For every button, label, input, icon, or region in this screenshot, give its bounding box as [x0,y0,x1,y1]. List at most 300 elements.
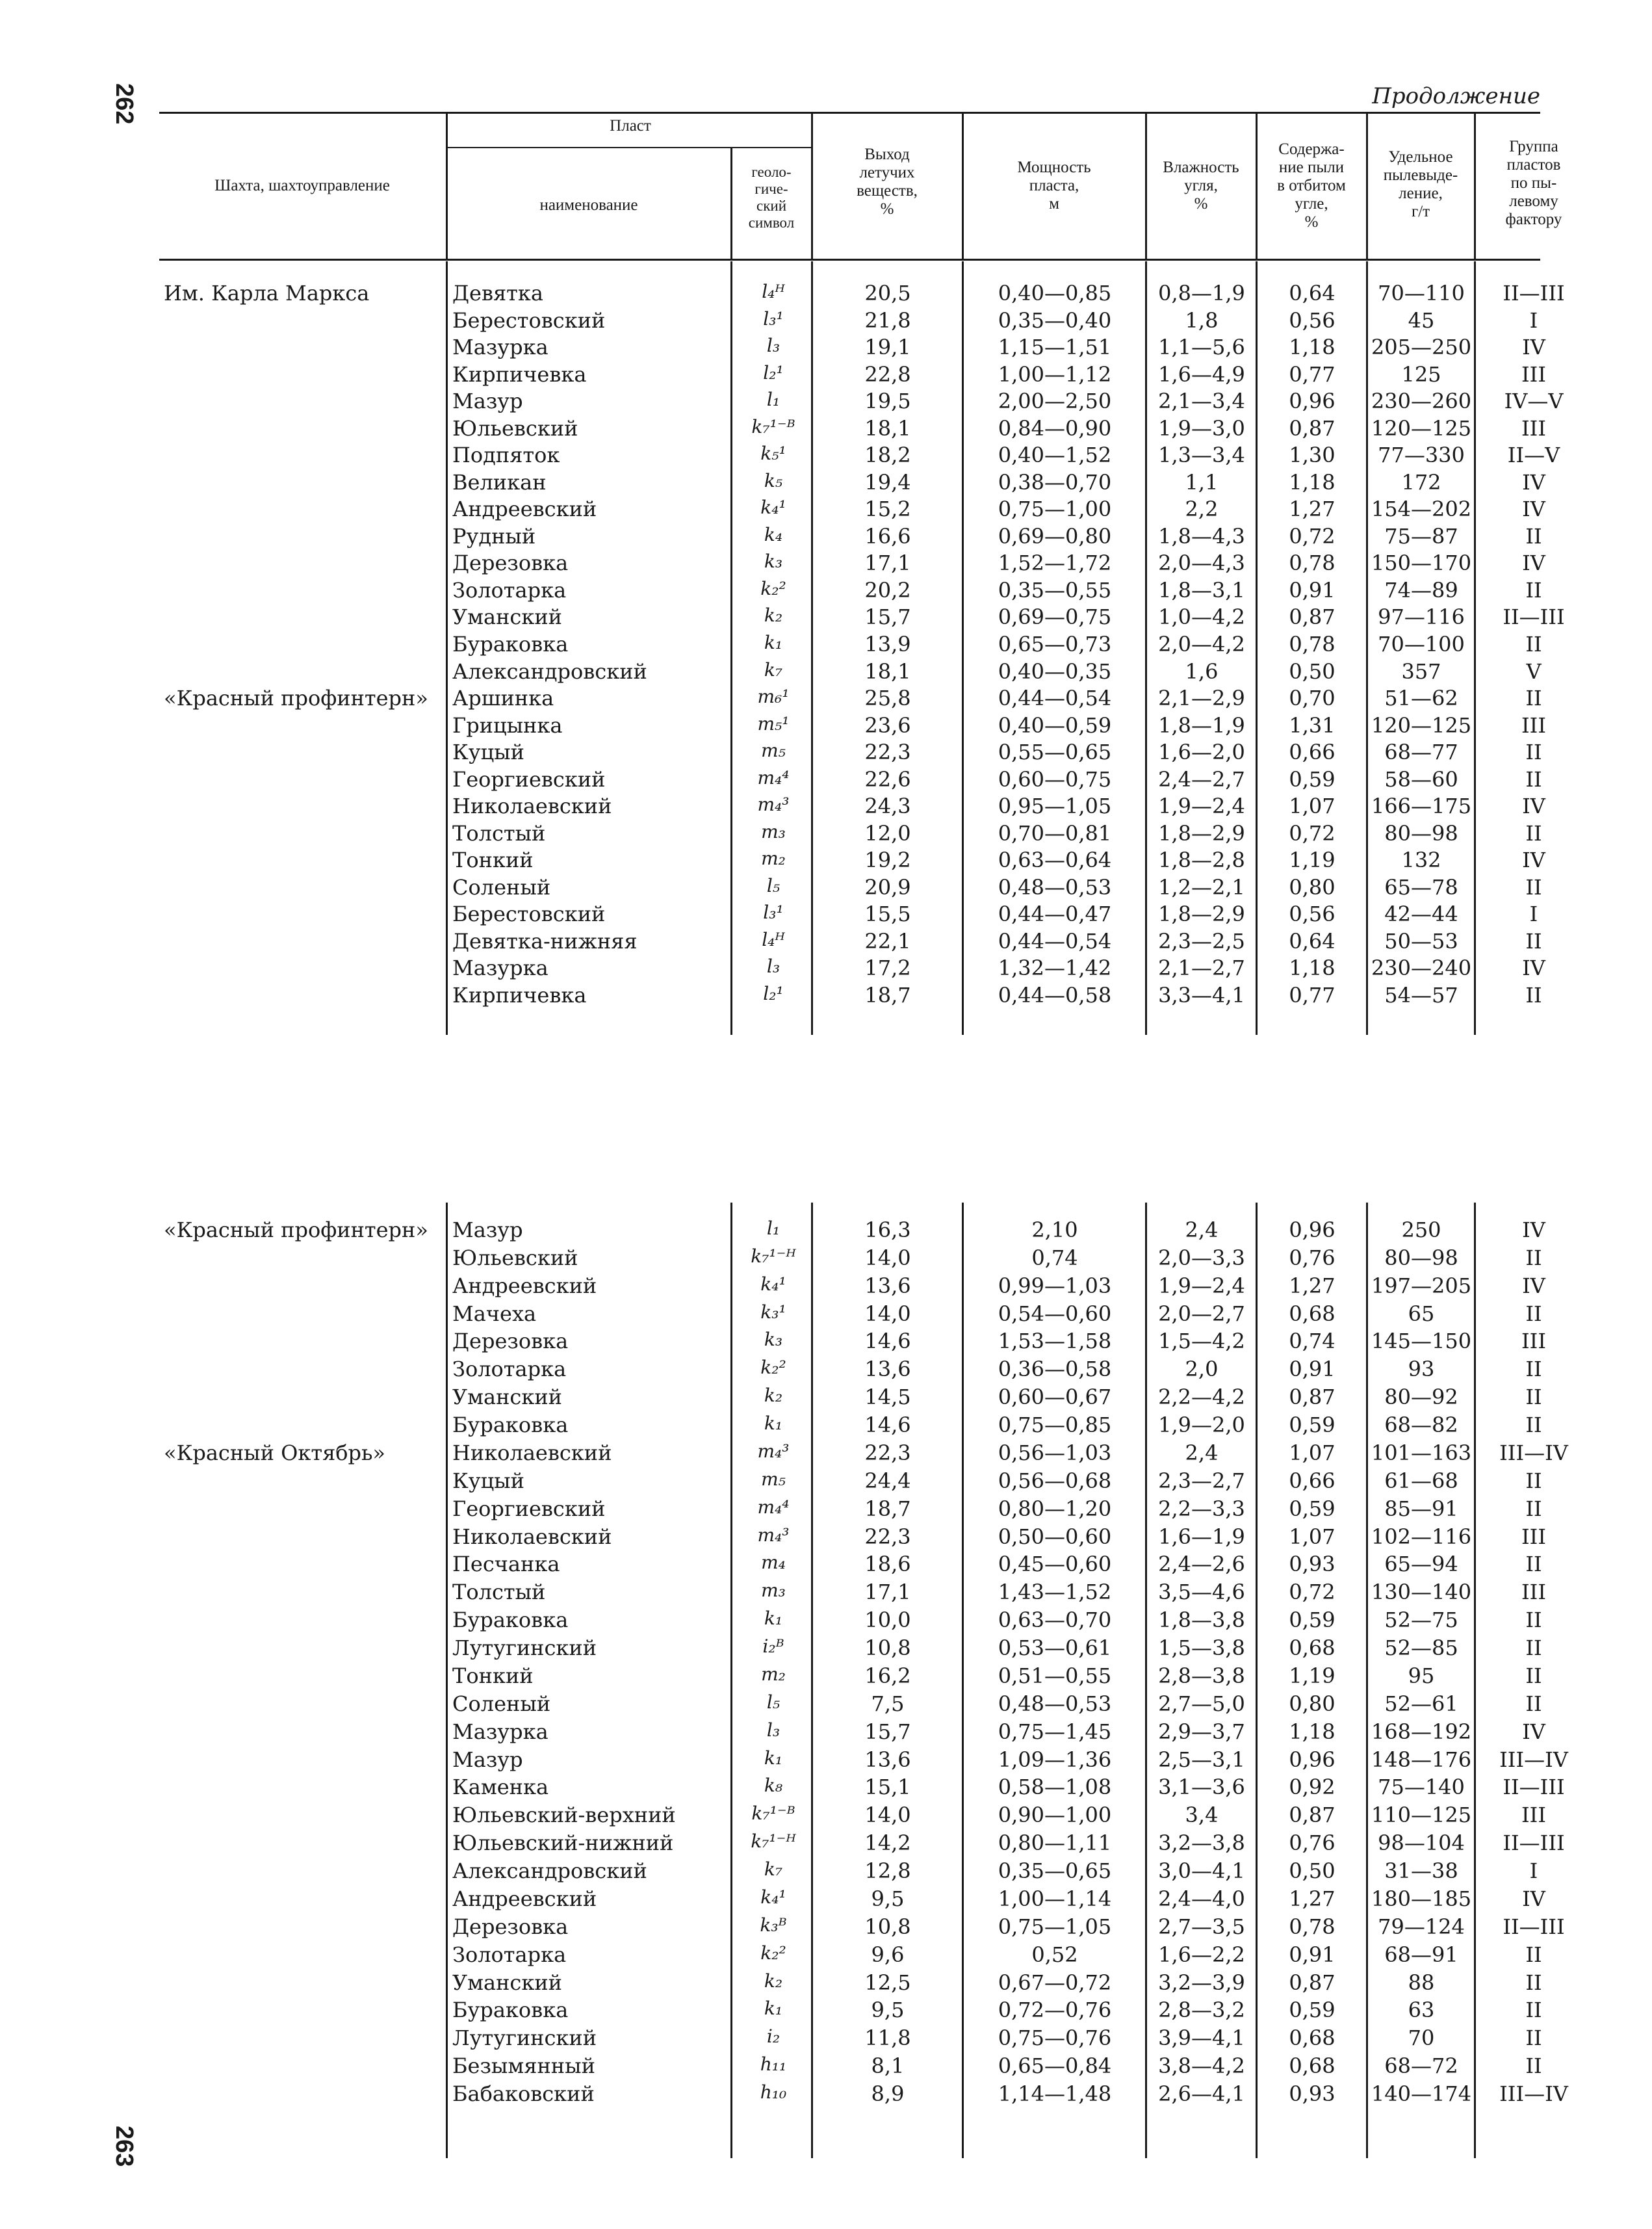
seam-thickness: 0,35—0,55 [998,577,1112,603]
volatile-yield: 14,0 [864,1245,911,1270]
specific-dust: 79—124 [1378,1914,1465,1939]
seam-thickness: 0,65—0,73 [998,632,1112,657]
coal-moisture: 2,4 [1185,1440,1219,1465]
geo-symbol: m₄⁴ [757,1496,790,1518]
table-row [0,1608,1652,1631]
volatile-yield: 16,3 [864,1218,911,1242]
specific-dust: 180—185 [1371,1886,1472,1911]
seam-name: Бабаковский [452,2081,595,2106]
mine-name: «Красный Октябрь» [164,1440,385,1465]
header-seam: Пласт [610,117,651,135]
table-row [0,470,1652,493]
coal-moisture: 1,9—2,4 [1158,1273,1245,1298]
volatile-yield: 19,2 [864,848,911,873]
volatile-yield: 20,5 [864,281,911,306]
coal-moisture: 1,9—3,0 [1158,415,1245,441]
specific-dust: 80—98 [1384,1245,1458,1270]
dust-group: II [1525,874,1542,900]
geo-symbol: k₄¹ [760,1886,786,1908]
dust-content: 0,76 [1289,1831,1336,1856]
geo-symbol: k₄¹ [760,497,786,519]
dust-group: IV [1522,848,1545,873]
dust-group: II—III [1503,281,1565,306]
seam-thickness: 0,40—1,52 [998,443,1112,468]
specific-dust: 68—91 [1384,1942,1458,1967]
volatile-yield: 10,8 [864,1914,911,1939]
volatile-yield: 10,0 [864,1608,911,1633]
coal-moisture: 2,0—2,7 [1158,1301,1245,1326]
specific-dust: 88 [1408,1970,1435,1995]
coal-moisture: 2,4 [1185,1218,1219,1242]
geo-symbol: m₅ [761,1468,786,1490]
coal-moisture: 1,1—5,6 [1158,335,1245,360]
volatile-yield: 14,0 [864,1803,911,1828]
geo-symbol: m₅¹ [757,712,790,735]
seam-thickness: 1,32—1,42 [998,956,1112,981]
dust-content: 0,68 [1289,2053,1336,2079]
seam-thickness: 0,74 [1031,1245,1078,1270]
dust-content: 0,96 [1289,1747,1336,1772]
volatile-yield: 13,6 [864,1273,911,1298]
geo-symbol: k₇ [764,1858,783,1881]
geo-symbol: k₂² [760,1942,786,1964]
seam-name: Юльевский-нижний [452,1831,674,1856]
volatile-yield: 15,2 [864,497,911,522]
dust-group: III [1521,1329,1546,1354]
table-row [0,389,1652,412]
dust-content: 0,92 [1289,1775,1336,1800]
dust-content: 0,93 [1289,2081,1336,2106]
table-row [0,1496,1652,1520]
seam-name: Мазурка [452,335,549,360]
seam-name: Андреевский [452,1886,597,1911]
coal-moisture: 1,9—2,0 [1158,1413,1245,1438]
dust-group: III—IV [1499,2081,1568,2106]
dust-content: 1,19 [1289,1663,1336,1688]
dust-group: IV [1522,1218,1545,1242]
coal-moisture: 1,9—2,4 [1158,794,1245,819]
volatile-yield: 19,1 [864,335,911,360]
header-seam-name: наименование [539,196,638,214]
seam-thickness: 2,00—2,50 [998,389,1112,414]
header-bottom-rule [159,259,1540,261]
volatile-yield: 16,2 [864,1663,911,1688]
dust-group: II [1525,1245,1542,1270]
header-group: Группа пластов по пы- левому фактору [1505,138,1562,228]
seam-thickness: 0,60—0,67 [998,1385,1112,1410]
volatile-yield: 12,8 [864,1858,911,1884]
specific-dust: 95 [1408,1663,1435,1688]
dust-content: 0,68 [1289,1301,1336,1326]
geo-symbol: k₄¹ [760,1273,786,1295]
mine-name: Им. Карла Маркса [164,281,370,306]
table-row [0,1998,1652,2021]
volatile-yield: 17,2 [864,956,911,981]
dust-content: 0,59 [1289,1496,1336,1521]
table-row [0,1663,1652,1687]
dust-group: II [1525,1496,1542,1521]
coal-moisture: 1,6—1,9 [1158,1524,1245,1549]
table-row [0,335,1652,358]
coal-moisture: 1,6 [1185,658,1219,684]
seam-name: Александровский [452,658,647,684]
volatile-yield: 18,6 [864,1552,911,1577]
geo-symbol: m₂ [761,1663,786,1685]
coal-moisture: 2,5—3,1 [1158,1747,1245,1772]
specific-dust: 42—44 [1384,902,1458,927]
volatile-yield: 20,2 [864,577,911,603]
dust-content: 0,87 [1289,1385,1336,1410]
geo-symbol: i₂ᴮ [762,1636,784,1658]
table-row [0,2026,1652,2049]
dust-group: I [1529,1858,1538,1884]
dust-content: 0,50 [1289,658,1336,684]
table-row [0,1831,1652,1854]
volatile-yield: 18,2 [864,443,911,468]
dust-group: II [1525,2053,1542,2079]
table-row [0,659,1652,683]
seam-name: Бураковка [452,1608,569,1633]
dust-group: II [1525,577,1542,603]
table-row [0,1719,1652,1743]
dust-group: II [1525,1998,1542,2023]
dust-group: II [1525,1942,1542,1967]
seam-name: Дерезовка [452,1914,569,1939]
geo-symbol: l₅ [766,874,781,896]
table-row [0,794,1652,817]
seam-thickness: 1,53—1,58 [998,1329,1112,1354]
volatile-yield: 11,8 [864,2026,911,2051]
dust-content: 0,91 [1289,1942,1336,1967]
specific-dust: 68—82 [1384,1413,1458,1438]
specific-dust: 205—250 [1371,335,1472,360]
seam-name: Куцый [452,740,524,765]
dust-content: 1,07 [1289,794,1336,819]
coal-moisture: 1,6—4,9 [1158,361,1245,387]
specific-dust: 80—92 [1384,1385,1458,1410]
volatile-yield: 22,1 [864,928,911,954]
geo-symbol: k₂² [760,1357,786,1379]
dust-group: II [1525,766,1542,792]
seam-name: Юльевский [452,1245,578,1270]
geo-symbol: i₂ [766,2026,781,2048]
geo-symbol: k₁ [764,1747,783,1769]
seam-name: Юльевский [452,415,578,441]
coal-moisture: 2,0 [1185,1357,1219,1382]
table-row [0,1413,1652,1436]
dust-content: 0,80 [1289,874,1336,900]
table-row [0,1468,1652,1492]
specific-dust: 77—330 [1378,443,1465,468]
seam-thickness: 0,35—0,65 [998,1858,1112,1884]
table-row [0,578,1652,601]
seam-thickness: 0,40—0,35 [998,658,1112,684]
specific-dust: 145—150 [1371,1329,1472,1354]
seam-name: Аршинка [452,686,554,711]
mine-name: «Красный профинтерн» [164,686,428,711]
seam-thickness: 0,84—0,90 [998,415,1112,441]
dust-group: II [1525,1385,1542,1410]
volatile-yield: 8,9 [871,2081,905,2106]
seam-thickness: 0,95—1,05 [998,794,1112,819]
seam-thickness: 0,75—1,45 [998,1719,1112,1744]
geo-symbol: l₃¹ [763,307,784,330]
page-number-bottom: 263 [110,2126,138,2167]
dust-content: 0,72 [1289,820,1336,846]
table-row [0,2081,1652,2105]
geo-symbol: m₄ [761,1552,786,1574]
dust-group: II [1525,1691,1542,1716]
dust-group: I [1529,307,1538,333]
specific-dust: 110—125 [1371,1803,1472,1828]
coal-moisture: 1,8—3,1 [1158,577,1245,603]
dust-group: II [1525,523,1542,549]
seam-thickness: 0,63—0,70 [998,1608,1112,1633]
dust-group: IV—V [1504,389,1564,414]
seam-thickness: 1,00—1,14 [998,1886,1112,1911]
dust-content: 0,56 [1289,902,1336,927]
seam-name: Тонкий [452,1663,534,1688]
geo-symbol: h₁₀ [760,2081,787,2103]
coal-moisture: 3,8—4,2 [1158,2053,1245,2079]
dust-content: 0,66 [1289,1468,1336,1493]
geo-symbol: k₇¹⁻ᴮ [751,415,795,437]
dust-group: II [1525,1970,1542,1995]
coal-moisture: 1,8—4,3 [1158,523,1245,549]
specific-dust: 197—205 [1371,1273,1472,1298]
coal-moisture: 0,8—1,9 [1158,281,1245,306]
dust-content: 0,64 [1289,281,1336,306]
volatile-yield: 8,1 [871,2053,905,2079]
seam-thickness: 0,44—0,54 [998,686,1112,711]
specific-dust: 75—87 [1384,523,1458,549]
table-row [0,497,1652,520]
seam-thickness: 0,58—1,08 [998,1775,1112,1800]
specific-dust: 102—116 [1371,1524,1472,1549]
seam-thickness: 0,70—0,81 [998,820,1112,846]
seam-thickness: 0,90—1,00 [998,1803,1112,1828]
geo-symbol: l₂¹ [763,983,784,1004]
seam-thickness: 0,50—0,60 [998,1524,1112,1549]
geo-symbol: m₂ [761,848,786,870]
dust-group: II [1525,632,1542,657]
geo-symbol: h₁₁ [760,2053,787,2076]
header-mine: Шахта, шахтоуправление [214,177,390,194]
coal-moisture: 3,2—3,8 [1158,1831,1245,1856]
coal-moisture: 2,8—3,2 [1158,1998,1245,2023]
dust-group: II [1525,820,1542,846]
dust-group: II—V [1507,443,1560,468]
specific-dust: 70 [1408,2026,1435,2051]
dust-content: 0,91 [1289,1357,1336,1382]
dust-group: III—IV [1499,1747,1568,1772]
seam-thickness: 0,75—0,76 [998,2026,1112,2051]
dust-group: IV [1522,794,1545,819]
dust-group: IV [1522,469,1545,495]
dust-content: 1,19 [1289,848,1336,873]
geo-symbol: l₃ [766,335,781,357]
table-row [0,1301,1652,1325]
volatile-yield: 18,7 [864,983,911,1008]
coal-moisture: 2,7—3,5 [1158,1914,1245,1939]
seam-thickness: 1,43—1,52 [998,1580,1112,1605]
dust-content: 0,64 [1289,928,1336,954]
geo-symbol: m₄³ [757,1524,790,1546]
dust-content: 0,59 [1289,766,1336,792]
dust-content: 0,78 [1289,551,1336,576]
volatile-yield: 14,5 [864,1385,911,1410]
table-row [0,2053,1652,2077]
dust-content: 0,78 [1289,1914,1336,1939]
table-row [0,1942,1652,1966]
volatile-yield: 9,6 [871,1942,905,1967]
seam-thickness: 0,45—0,60 [998,1552,1112,1577]
specific-dust: 45 [1408,307,1435,333]
header-moisture: Влажность угля, % [1163,159,1239,213]
seam-name: Золотарка [452,1357,567,1382]
table-row [0,1970,1652,1994]
volatile-yield: 23,6 [864,712,911,738]
seam-name: Толстый [452,1580,546,1605]
dust-group: II—III [1503,1914,1565,1939]
specific-dust: 65 [1408,1301,1435,1326]
seam-thickness: 0,44—0,58 [998,983,1112,1008]
specific-dust: 120—125 [1371,415,1472,441]
table-row [0,1803,1652,1826]
specific-dust: 132 [1401,848,1441,873]
table-row [0,713,1652,736]
seam-name: Бураковка [452,1998,569,2023]
specific-dust: 168—192 [1371,1719,1472,1744]
dust-content: 1,27 [1289,1886,1336,1911]
dust-group: II [1525,1636,1542,1661]
specific-dust: 125 [1401,361,1441,387]
seam-name: Девятка-нижняя [452,928,638,954]
dust-group: IV [1522,551,1545,576]
specific-dust: 130—140 [1371,1580,1472,1605]
table-row [0,1552,1652,1575]
volatile-yield: 17,1 [864,551,911,576]
dust-content: 1,07 [1289,1524,1336,1549]
table-row [0,983,1652,1006]
specific-dust: 52—75 [1384,1608,1458,1633]
table-row [0,1524,1652,1548]
dust-content: 0,96 [1289,1218,1336,1242]
table-row [0,1636,1652,1659]
geo-symbol: m₃ [761,820,786,842]
specific-dust: 101—163 [1371,1440,1472,1465]
coal-moisture: 2,0—4,3 [1158,551,1245,576]
specific-dust: 85—91 [1384,1496,1458,1521]
seam-name: Бураковка [452,632,569,657]
seam-thickness: 0,75—0,85 [998,1413,1112,1438]
geo-symbol: l₃ [766,1719,781,1741]
volatile-yield: 21,8 [864,307,911,333]
volatile-yield: 15,7 [864,605,911,630]
coal-moisture: 2,3—2,5 [1158,928,1245,954]
dust-group: II [1525,1608,1542,1633]
coal-moisture: 2,1—2,7 [1158,956,1245,981]
geo-symbol: l₄ᴴ [762,928,785,950]
dust-group: III [1521,712,1546,738]
dust-group: V [1526,658,1542,684]
specific-dust: 357 [1401,658,1441,684]
dust-group: III [1521,361,1546,387]
coal-moisture: 2,1—2,9 [1158,686,1245,711]
dust-content: 0,87 [1289,605,1336,630]
volatile-yield: 24,4 [864,1468,911,1493]
seam-name: Николаевский [452,1524,612,1549]
volatile-yield: 7,5 [871,1691,905,1716]
coal-moisture: 2,1—3,4 [1158,389,1245,414]
volatile-yield: 22,3 [864,740,911,765]
geo-symbol: l₂¹ [763,361,784,384]
dust-group: II [1525,1301,1542,1326]
specific-dust: 75—140 [1378,1775,1465,1800]
header-dust-content: Содержа- ние пыли в отбитом угле, % [1277,140,1346,231]
geo-symbol: k₂ [764,1970,783,1992]
seam-thickness: 0,65—0,84 [998,2053,1112,2079]
volatile-yield: 15,5 [864,902,911,927]
geo-symbol: l₃ [766,956,781,978]
table-row [0,605,1652,628]
specific-dust: 52—85 [1384,1636,1458,1661]
table-row [0,1440,1652,1464]
dust-group: II [1525,686,1542,711]
geo-symbol: m₅ [761,740,786,762]
specific-dust: 74—89 [1384,577,1458,603]
table-row [0,362,1652,385]
volatile-yield: 25,8 [864,686,911,711]
coal-moisture: 1,8—2,8 [1158,848,1245,873]
seam-name: Андреевский [452,1273,597,1298]
coal-moisture: 3,2—3,9 [1158,1970,1245,1995]
table-row [0,281,1652,304]
geo-symbol: m₆¹ [757,686,790,708]
seam-thickness: 0,52 [1031,1942,1078,1967]
specific-dust: 93 [1408,1357,1435,1382]
coal-moisture: 1,8—2,9 [1158,820,1245,846]
specific-dust: 70—110 [1378,281,1465,306]
dust-content: 1,18 [1289,956,1336,981]
coal-moisture: 1,8—2,9 [1158,902,1245,927]
coal-moisture: 3,1—3,6 [1158,1775,1245,1800]
table-row [0,308,1652,332]
dust-group: III [1521,1524,1546,1549]
dust-content: 0,78 [1289,632,1336,657]
geo-symbol: l₃¹ [763,902,784,924]
dust-content: 0,87 [1289,1970,1336,1995]
specific-dust: 58—60 [1384,766,1458,792]
table-row [0,686,1652,709]
seam-name: Александровский [452,1858,647,1884]
coal-moisture: 1,6—2,0 [1158,740,1245,765]
coal-moisture: 3,0—4,1 [1158,1858,1245,1884]
dust-group: IV [1522,956,1545,981]
dust-content: 0,70 [1289,686,1336,711]
dust-content: 1,18 [1289,1719,1336,1744]
seam-name: Дерезовка [452,551,569,576]
dust-group: III [1521,1803,1546,1828]
dust-content: 0,76 [1289,1245,1336,1270]
volatile-yield: 18,1 [864,415,911,441]
table-row [0,1245,1652,1269]
dust-group: III [1521,1580,1546,1605]
specific-dust: 97—116 [1378,605,1465,630]
geo-symbol: k₃ [764,1329,783,1351]
geo-symbol: k₅¹ [760,443,786,465]
seam-name: Николаевский [452,1440,612,1465]
